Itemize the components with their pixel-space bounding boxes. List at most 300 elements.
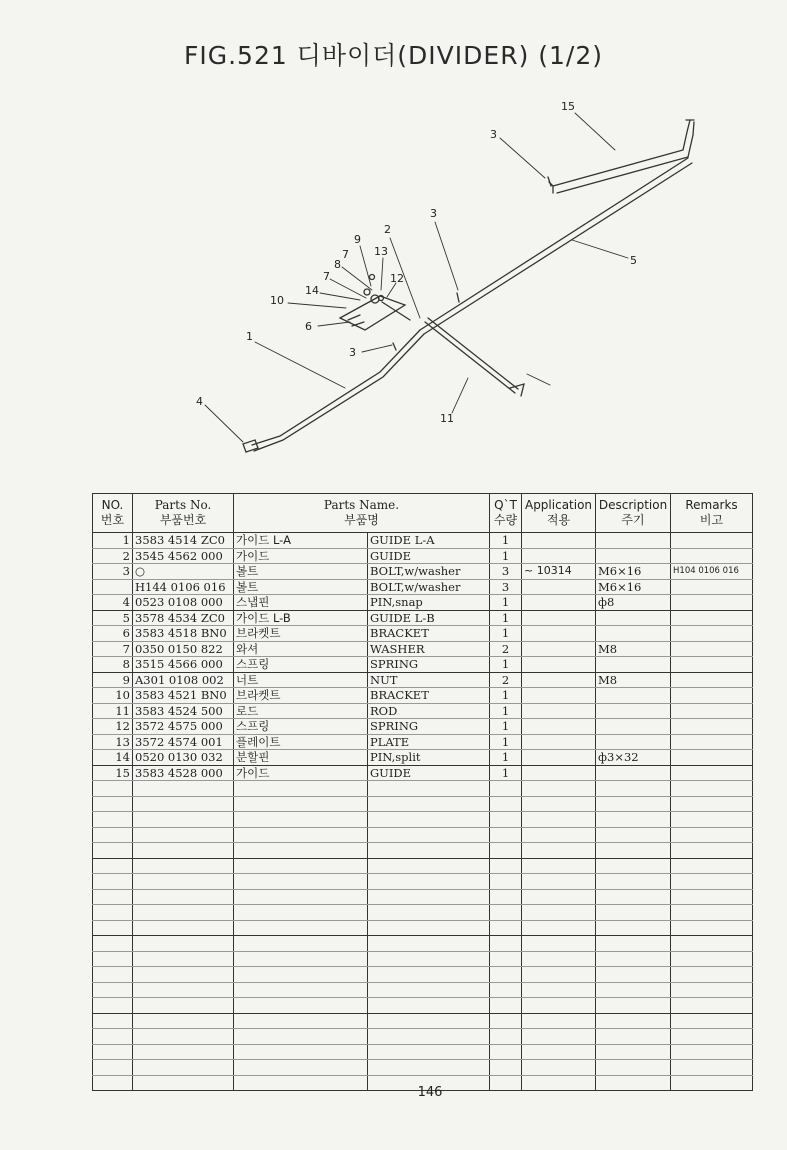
cell-desc bbox=[596, 548, 671, 564]
cell-rem bbox=[671, 688, 753, 704]
empty-cell bbox=[671, 874, 753, 890]
cell-rem bbox=[671, 548, 753, 564]
cell-desc: M8 bbox=[596, 641, 671, 657]
empty-cell bbox=[522, 936, 596, 952]
cell-pn: 3583 4514 ZC0 bbox=[133, 533, 234, 549]
cell-kr: 스프링 bbox=[234, 719, 368, 735]
empty-row bbox=[93, 812, 753, 828]
empty-cell bbox=[234, 967, 368, 983]
cell-no: 9 bbox=[93, 672, 133, 688]
cell-app bbox=[522, 610, 596, 626]
empty-cell bbox=[596, 1044, 671, 1060]
callout-6: 6 bbox=[305, 320, 312, 333]
empty-cell bbox=[93, 951, 133, 967]
cell-pn: 3572 4575 000 bbox=[133, 719, 234, 735]
empty-row bbox=[93, 920, 753, 936]
empty-cell bbox=[368, 1060, 490, 1076]
empty-cell bbox=[596, 889, 671, 905]
cell-rem bbox=[671, 719, 753, 735]
empty-cell bbox=[368, 874, 490, 890]
table-row bbox=[93, 734, 753, 750]
empty-cell bbox=[368, 936, 490, 952]
empty-cell bbox=[133, 967, 234, 983]
cell-pn: 3583 4524 500 bbox=[133, 703, 234, 719]
empty-row bbox=[93, 874, 753, 890]
cell-kr: 플레이트 bbox=[234, 734, 368, 750]
empty-cell bbox=[596, 982, 671, 998]
empty-row bbox=[93, 843, 753, 859]
callout-14: 14 bbox=[305, 284, 319, 297]
cell-qt: 1 bbox=[490, 595, 522, 611]
empty-row bbox=[93, 905, 753, 921]
empty-cell bbox=[490, 1013, 522, 1029]
cell-kr: 로드 bbox=[234, 703, 368, 719]
table-row bbox=[93, 548, 753, 564]
empty-row bbox=[93, 1029, 753, 1045]
empty-cell bbox=[234, 1044, 368, 1060]
cell-app bbox=[522, 672, 596, 688]
empty-cell bbox=[133, 827, 234, 843]
empty-cell bbox=[522, 874, 596, 890]
empty-cell bbox=[234, 998, 368, 1014]
empty-cell bbox=[234, 874, 368, 890]
empty-cell bbox=[133, 920, 234, 936]
cell-kr: 분할핀 bbox=[234, 750, 368, 766]
cell-qt: 1 bbox=[490, 610, 522, 626]
cell-en: BOLT,w/washer bbox=[368, 564, 490, 580]
empty-cell bbox=[522, 812, 596, 828]
empty-cell bbox=[490, 827, 522, 843]
cell-no: 2 bbox=[93, 548, 133, 564]
empty-cell bbox=[522, 796, 596, 812]
empty-cell bbox=[596, 936, 671, 952]
empty-cell bbox=[368, 982, 490, 998]
table-row bbox=[93, 533, 753, 549]
cell-desc bbox=[596, 719, 671, 735]
cell-qt: 1 bbox=[490, 703, 522, 719]
empty-cell bbox=[93, 874, 133, 890]
empty-cell bbox=[490, 1044, 522, 1060]
cell-rem bbox=[671, 672, 753, 688]
empty-row bbox=[93, 781, 753, 797]
empty-cell bbox=[234, 812, 368, 828]
cell-rem bbox=[671, 533, 753, 549]
cell-no: 12 bbox=[93, 719, 133, 735]
empty-cell bbox=[596, 1060, 671, 1076]
cell-rem bbox=[671, 579, 753, 595]
cell-no: 5 bbox=[93, 610, 133, 626]
empty-cell bbox=[671, 843, 753, 859]
empty-cell bbox=[234, 1060, 368, 1076]
table-row bbox=[93, 595, 753, 611]
empty-cell bbox=[490, 1060, 522, 1076]
empty-cell bbox=[234, 936, 368, 952]
empty-cell bbox=[671, 982, 753, 998]
empty-cell bbox=[671, 967, 753, 983]
empty-cell bbox=[93, 982, 133, 998]
empty-cell bbox=[133, 889, 234, 905]
cell-rem bbox=[671, 765, 753, 781]
cell-rem bbox=[671, 734, 753, 750]
cell-app bbox=[522, 703, 596, 719]
empty-cell bbox=[671, 858, 753, 874]
cell-en: BOLT,w/washer bbox=[368, 579, 490, 595]
cell-en: PLATE bbox=[368, 734, 490, 750]
cell-rem bbox=[671, 610, 753, 626]
empty-cell bbox=[133, 1029, 234, 1045]
cell-app bbox=[522, 657, 596, 673]
empty-cell bbox=[93, 1044, 133, 1060]
cell-en: PIN,split bbox=[368, 750, 490, 766]
empty-row bbox=[93, 998, 753, 1014]
cell-desc: M8 bbox=[596, 672, 671, 688]
header-parts-no: Parts No. 부품번호 bbox=[133, 494, 234, 533]
empty-cell bbox=[490, 967, 522, 983]
cell-en: BRACKET bbox=[368, 626, 490, 642]
cell-kr: 가이드 bbox=[234, 765, 368, 781]
empty-cell bbox=[93, 905, 133, 921]
empty-cell bbox=[596, 967, 671, 983]
empty-cell bbox=[671, 936, 753, 952]
cell-pn: 3545 4562 000 bbox=[133, 548, 234, 564]
empty-cell bbox=[234, 951, 368, 967]
empty-cell bbox=[671, 1044, 753, 1060]
cell-pn: ○ bbox=[133, 564, 234, 580]
callout-7b: 7 bbox=[323, 270, 330, 283]
cell-desc: ф3×32 bbox=[596, 750, 671, 766]
cell-app bbox=[522, 595, 596, 611]
empty-cell bbox=[133, 936, 234, 952]
cell-en: WASHER bbox=[368, 641, 490, 657]
cell-no bbox=[93, 579, 133, 595]
callout-9: 9 bbox=[354, 233, 361, 246]
cell-pn: 0350 0150 822 bbox=[133, 641, 234, 657]
callout-15: 15 bbox=[561, 100, 575, 113]
cell-no: 14 bbox=[93, 750, 133, 766]
cell-kr: 스냅핀 bbox=[234, 595, 368, 611]
header-description: Description 주기 bbox=[596, 494, 671, 533]
exploded-parts-diagram bbox=[0, 0, 787, 480]
empty-cell bbox=[93, 858, 133, 874]
callout-11: 11 bbox=[440, 412, 454, 425]
cell-desc: M6×16 bbox=[596, 579, 671, 595]
empty-row bbox=[93, 982, 753, 998]
empty-row bbox=[93, 1044, 753, 1060]
cell-pn: A301 0108 002 bbox=[133, 672, 234, 688]
empty-cell bbox=[490, 889, 522, 905]
cell-desc bbox=[596, 657, 671, 673]
cell-desc bbox=[596, 703, 671, 719]
empty-cell bbox=[234, 905, 368, 921]
empty-cell bbox=[368, 827, 490, 843]
parts-table bbox=[92, 493, 753, 1091]
empty-row bbox=[93, 967, 753, 983]
table-row bbox=[93, 657, 753, 673]
empty-cell bbox=[490, 812, 522, 828]
empty-cell bbox=[522, 781, 596, 797]
empty-cell bbox=[93, 1013, 133, 1029]
empty-cell bbox=[490, 982, 522, 998]
empty-cell bbox=[93, 1029, 133, 1045]
cell-kr: 볼트 bbox=[234, 579, 368, 595]
callout-2: 2 bbox=[384, 223, 391, 236]
cell-kr: 가이드 L-B bbox=[234, 610, 368, 626]
empty-cell bbox=[234, 843, 368, 859]
cell-no: 7 bbox=[93, 641, 133, 657]
cell-app: ~ 10314 bbox=[522, 564, 596, 580]
empty-cell bbox=[368, 1029, 490, 1045]
cell-pn: 3578 4534 ZC0 bbox=[133, 610, 234, 626]
callout-8: 8 bbox=[334, 258, 341, 271]
cell-desc: ф8 bbox=[596, 595, 671, 611]
empty-row bbox=[93, 858, 753, 874]
empty-cell bbox=[368, 781, 490, 797]
cell-en: GUIDE L-B bbox=[368, 610, 490, 626]
empty-cell bbox=[93, 889, 133, 905]
empty-cell bbox=[671, 951, 753, 967]
guide-5-drawing bbox=[420, 158, 692, 334]
cell-qt: 1 bbox=[490, 626, 522, 642]
empty-cell bbox=[234, 889, 368, 905]
empty-cell bbox=[522, 1060, 596, 1076]
cell-en: SPRING bbox=[368, 719, 490, 735]
table-row bbox=[93, 564, 753, 580]
cell-en: GUIDE L-A bbox=[368, 533, 490, 549]
empty-cell bbox=[93, 827, 133, 843]
empty-cell bbox=[596, 827, 671, 843]
cell-desc bbox=[596, 533, 671, 549]
cell-qt: 2 bbox=[490, 641, 522, 657]
cell-qt: 1 bbox=[490, 657, 522, 673]
empty-cell bbox=[368, 967, 490, 983]
cell-app bbox=[522, 765, 596, 781]
empty-cell bbox=[368, 1013, 490, 1029]
empty-cell bbox=[490, 920, 522, 936]
empty-cell bbox=[93, 936, 133, 952]
cell-kr: 와셔 bbox=[234, 641, 368, 657]
header-no: NO. 번호 bbox=[93, 494, 133, 533]
empty-cell bbox=[133, 1060, 234, 1076]
empty-cell bbox=[596, 905, 671, 921]
cell-no: 3 bbox=[93, 564, 133, 580]
table-row bbox=[93, 750, 753, 766]
table-row bbox=[93, 765, 753, 781]
empty-cell bbox=[522, 982, 596, 998]
cell-qt: 1 bbox=[490, 734, 522, 750]
empty-cell bbox=[490, 1029, 522, 1045]
callout-3c: 3 bbox=[349, 346, 356, 359]
empty-cell bbox=[596, 874, 671, 890]
empty-cell bbox=[490, 905, 522, 921]
empty-cell bbox=[368, 889, 490, 905]
cell-en: NUT bbox=[368, 672, 490, 688]
callout-3b: 3 bbox=[430, 207, 437, 220]
empty-cell bbox=[368, 843, 490, 859]
cell-qt: 3 bbox=[490, 564, 522, 580]
cell-app bbox=[522, 579, 596, 595]
page-number: 146 bbox=[417, 1085, 443, 1100]
empty-cell bbox=[368, 998, 490, 1014]
cell-kr: 너트 bbox=[234, 672, 368, 688]
empty-cell bbox=[522, 998, 596, 1014]
cell-qt: 3 bbox=[490, 579, 522, 595]
empty-cell bbox=[368, 812, 490, 828]
cell-rem bbox=[671, 750, 753, 766]
cell-pn: 3515 4566 000 bbox=[133, 657, 234, 673]
empty-cell bbox=[133, 812, 234, 828]
empty-cell bbox=[522, 1029, 596, 1045]
callout-4: 4 bbox=[196, 395, 203, 408]
cell-kr: 볼트 bbox=[234, 564, 368, 580]
empty-cell bbox=[671, 1029, 753, 1045]
empty-cell bbox=[368, 951, 490, 967]
empty-cell bbox=[234, 982, 368, 998]
cell-rem bbox=[671, 657, 753, 673]
cell-pn: 3583 4521 BN0 bbox=[133, 688, 234, 704]
cell-kr: 브라켓트 bbox=[234, 688, 368, 704]
empty-cell bbox=[133, 998, 234, 1014]
callout-1: 1 bbox=[246, 330, 253, 343]
empty-cell bbox=[671, 905, 753, 921]
table-header-row bbox=[93, 494, 753, 533]
table-row bbox=[93, 641, 753, 657]
table-row bbox=[93, 626, 753, 642]
header-remarks: Remarks 비고 bbox=[671, 494, 753, 533]
cell-no: 10 bbox=[93, 688, 133, 704]
empty-cell bbox=[368, 858, 490, 874]
table-row bbox=[93, 688, 753, 704]
cell-pn: 0520 0130 032 bbox=[133, 750, 234, 766]
cell-pn: 3583 4528 000 bbox=[133, 765, 234, 781]
cell-no: 15 bbox=[93, 765, 133, 781]
callout-13: 13 bbox=[374, 245, 388, 258]
empty-cell bbox=[93, 796, 133, 812]
empty-cell bbox=[596, 998, 671, 1014]
empty-cell bbox=[671, 781, 753, 797]
cell-desc bbox=[596, 688, 671, 704]
empty-cell bbox=[671, 920, 753, 936]
empty-cell bbox=[522, 967, 596, 983]
table-row bbox=[93, 672, 753, 688]
cell-rem bbox=[671, 626, 753, 642]
empty-cell bbox=[490, 998, 522, 1014]
empty-cell bbox=[596, 951, 671, 967]
empty-cell bbox=[93, 1060, 133, 1076]
cell-no: 6 bbox=[93, 626, 133, 642]
empty-cell bbox=[671, 812, 753, 828]
cell-kr: 브라켓트 bbox=[234, 626, 368, 642]
empty-cell bbox=[93, 843, 133, 859]
empty-cell bbox=[596, 843, 671, 859]
cell-qt: 1 bbox=[490, 548, 522, 564]
cell-qt: 1 bbox=[490, 719, 522, 735]
empty-cell bbox=[671, 1060, 753, 1076]
callout-10: 10 bbox=[270, 294, 284, 307]
empty-cell bbox=[368, 1044, 490, 1060]
empty-cell bbox=[93, 812, 133, 828]
empty-cell bbox=[490, 936, 522, 952]
empty-row bbox=[93, 951, 753, 967]
table-row bbox=[93, 703, 753, 719]
empty-cell bbox=[93, 781, 133, 797]
guide-1-drawing bbox=[252, 330, 424, 451]
cell-en: GUIDE bbox=[368, 765, 490, 781]
empty-cell bbox=[490, 843, 522, 859]
cell-desc bbox=[596, 765, 671, 781]
empty-cell bbox=[596, 1013, 671, 1029]
callout-7: 7 bbox=[342, 248, 349, 261]
cell-qt: 1 bbox=[490, 765, 522, 781]
empty-row bbox=[93, 936, 753, 952]
empty-cell bbox=[93, 920, 133, 936]
empty-cell bbox=[522, 843, 596, 859]
empty-cell bbox=[596, 781, 671, 797]
cell-en: GUIDE bbox=[368, 548, 490, 564]
cell-rem bbox=[671, 595, 753, 611]
header-application: Application 적용 bbox=[522, 494, 596, 533]
empty-row bbox=[93, 827, 753, 843]
empty-cell bbox=[234, 920, 368, 936]
cell-app bbox=[522, 641, 596, 657]
empty-cell bbox=[671, 796, 753, 812]
callout-12: 12 bbox=[390, 272, 404, 285]
empty-cell bbox=[133, 781, 234, 797]
table-row bbox=[93, 610, 753, 626]
cell-pn: 3572 4574 001 bbox=[133, 734, 234, 750]
empty-cell bbox=[522, 827, 596, 843]
bracket-drawing bbox=[340, 296, 405, 330]
empty-cell bbox=[671, 1013, 753, 1029]
cell-no: 1 bbox=[93, 533, 133, 549]
cell-app bbox=[522, 626, 596, 642]
empty-cell bbox=[596, 858, 671, 874]
empty-cell bbox=[133, 796, 234, 812]
cell-desc bbox=[596, 610, 671, 626]
empty-row bbox=[93, 889, 753, 905]
empty-cell bbox=[234, 858, 368, 874]
callout-5: 5 bbox=[630, 254, 637, 267]
cell-rem bbox=[671, 641, 753, 657]
empty-row bbox=[93, 1060, 753, 1076]
empty-cell bbox=[234, 1013, 368, 1029]
cell-qt: 2 bbox=[490, 672, 522, 688]
table-row bbox=[93, 579, 753, 595]
empty-cell bbox=[133, 843, 234, 859]
cell-app bbox=[522, 719, 596, 735]
cell-en: PIN,snap bbox=[368, 595, 490, 611]
cell-desc bbox=[596, 626, 671, 642]
cell-app bbox=[522, 548, 596, 564]
empty-cell bbox=[93, 967, 133, 983]
cell-pn: H144 0106 016 bbox=[133, 579, 234, 595]
empty-cell bbox=[671, 889, 753, 905]
empty-cell bbox=[490, 781, 522, 797]
table-row bbox=[93, 719, 753, 735]
empty-cell bbox=[490, 858, 522, 874]
empty-cell bbox=[596, 812, 671, 828]
empty-row bbox=[93, 796, 753, 812]
cell-rem: H104 0106 016 bbox=[671, 564, 753, 580]
cell-en: SPRING bbox=[368, 657, 490, 673]
rod-11-drawing bbox=[425, 318, 518, 393]
empty-cell bbox=[596, 1029, 671, 1045]
empty-cell bbox=[234, 827, 368, 843]
empty-cell bbox=[133, 858, 234, 874]
empty-cell bbox=[671, 998, 753, 1014]
empty-cell bbox=[133, 951, 234, 967]
empty-cell bbox=[522, 889, 596, 905]
cell-desc bbox=[596, 734, 671, 750]
